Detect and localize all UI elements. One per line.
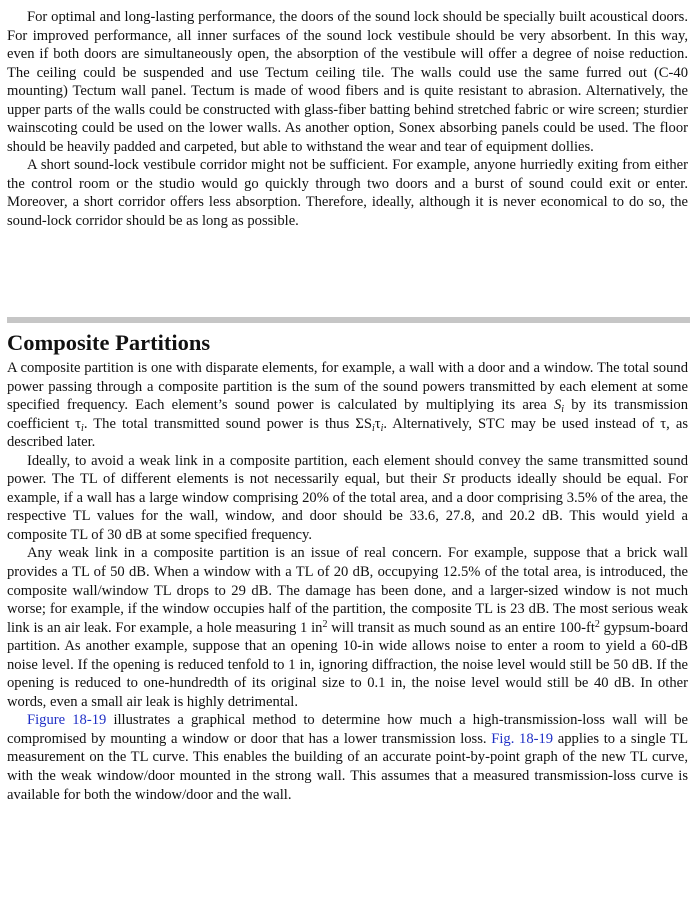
paragraph-3: Any weak link in a composite partition is an issue of real concern. For example, suppose that a brick wall provides a TL of 50 dB. When a window with a TL of 20 dB, occupying 12.5% of the total area, is introduced, the composite wall/window TL drops to 29 dB. The damage has been done, and a larger-sized window is not much worse; for example, if the window occupies half of the partition, the composite TL is 23 dB. The most serious weak link is an air leak. For example, a hole measuring 1 $in^2$ will transit as much sound as an entire $100-ft^2$ gypsum-board partition. As another example, suppose that an opening 10-in wide allows noise to enter a room to yield a 60-dB noise level. If the opening is reduced tenfold to 1 in, ignoring diffraction, the noise level would still be 50 dB. If the opening is reduced to one-hundredth of its original size to 0.1 in, the noise level would still be 40 dB. In other words, even a small air leak is highly detrimental. xyxy=(7,545,688,710)
section-heading: Composite Partitions xyxy=(7,330,211,355)
paragraph-1: A composite partition is one with disparate elements, for example, a wall with a door and a window. The total sound power passing through a composite partition is the sum of the sound powers transmitted by each element at some specified frequency. Each element’s sound power is calculated by multiplying its area $S_i$ by its transmission coefficient $\tau_i$. The total transmitted sound power is thus $\Sigma S_i\tau_i$. Alternatively, STC may be used instead of τ, as described later. xyxy=(7,360,688,451)
paragraph-2: Ideally, to avoid a weak link in a composite partition, each element should convey the same transmitted sound power. The TL of different elements is not necessarily equal, but their Sτ products ideally should be equal. For example, if a wall has a large window comprising 20% of the total area, and a door comprising 3.5% of the area, the respective TL values for the wall, window, and door should be 33.6, 27.8, and 20.2 dB. This would yield a composite TL of 30 dB at some specified frequency. xyxy=(7,452,688,543)
figure-18-19-link[interactable]: Figure 18-19 xyxy=(27,712,107,729)
intro-paragraph-1: For optimal and long-lasting performance, the doors of the sound lock should be specially built acoustical doors. For improved performance, all inner surfaces of the sound lock vestibule should be very absorbent. In this way, even if both doors are simultaneously open, the absorption of the vestibule will offer a degree of noise reduction. The ceiling could be suspended and use Tectum ceiling tile. The walls could use the same furred out (C-40 mounting) Tectum wall panel. Tectum is made of wood fibers and is quite resistant to abrasion. Alternatively, the upper parts of the walls could be constructed with glass-fiber batting behind stretched fabric or wire screen; sturdier wainscoting could be used on the lower walls. As another option, Sonex absorbing panels could be used. The floor should be heavily padded and carpeted, but able to withstand the wear and tear of equipment dollies. xyxy=(7,9,688,155)
section-divider xyxy=(7,317,690,323)
composite-partitions-section xyxy=(7,330,688,804)
intro-paragraph-2: A short sound-lock vestibule corridor might not be sufficient. For example, anyone hurriedly exiting from either the control room or the studio would go quickly through two doors and a burst of sound could exit or enter. Moreover, a short corridor offers less absorption. Therefore, ideally, although it is never economical to do so, the sound-lock corridor should be as long as possible. xyxy=(7,157,688,230)
paragraph-4: Figure 18-19 illustrates a graphical method to determine how much a high-transmission-loss wall will be compromised by mounting a window or door that has a lower transmission loss. Fig. 18-19 applies to a single TL measurement on the TL curve. This enables the building of an accurate point-by-point graph of the new TL curve, with the weak window/door mounted in the strong wall. This assumes that a measured transmission-loss curve is available for both the window/door and the wall. xyxy=(7,712,689,803)
intro-text xyxy=(7,8,688,231)
fig-18-19-link[interactable]: Fig. 18-19 xyxy=(491,730,554,747)
